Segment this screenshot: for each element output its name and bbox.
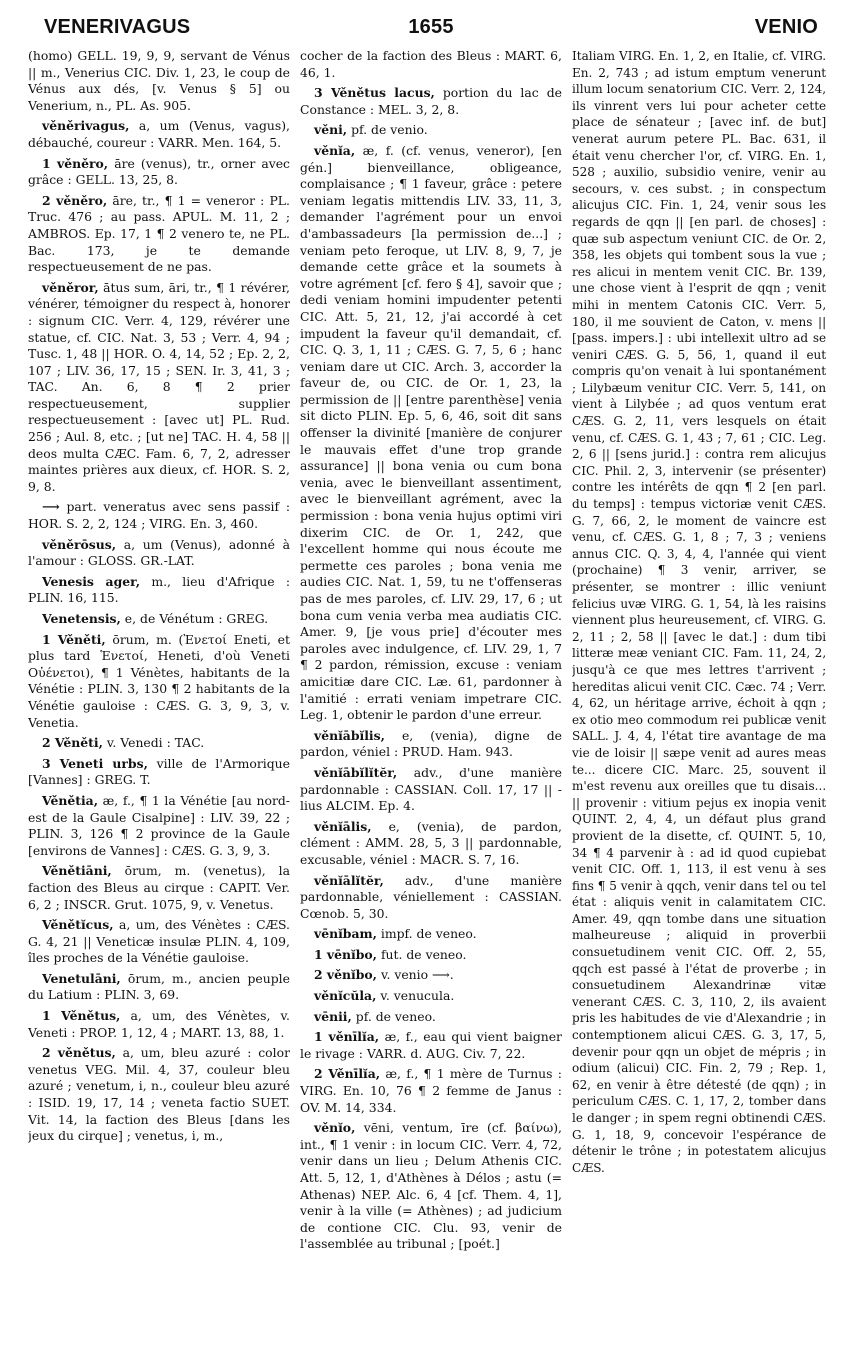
entry-text: a, um, des Vénètes, v. Veneti : PROP. 1, 12, 4 ; MART. 13, 88, 1. — [28, 1008, 290, 1040]
entry-text: e, de Vénétum : GREG. — [124, 611, 269, 626]
entry-headword: věnĭcŭla, — [314, 988, 377, 1004]
dictionary-entry — [28, 611, 290, 628]
dictionary-entry — [28, 971, 290, 1004]
dictionary-entry — [28, 1008, 290, 1041]
entry-headword: 2 věnětus, — [42, 1045, 116, 1061]
entry-text: a, um (Venus), adonné à l'amour : GLOSS. GR.-LAT. — [28, 536, 290, 569]
header-first-word: VENERIVAGUS — [44, 16, 191, 38]
entry-headword: 2 věněro, — [42, 192, 108, 208]
entry-text: adv., d'une manière pardonnable, véniellement : CASSIAN. Cœnob. 5, 30. — [300, 872, 562, 921]
entry-headword: věnĭa, — [314, 142, 356, 158]
entry-text: æ, f., ¶ 1 mère de Turnus : VIRG. En. 10, 76 ¶ 2 femme de Janus : OV. M. 14, 334. — [300, 1066, 562, 1115]
entry-headword: věnĭālis, — [314, 818, 372, 834]
page-number: 1655 — [408, 16, 454, 38]
dictionary-entry — [300, 947, 562, 964]
entry-text: v. venucula. — [380, 988, 455, 1004]
entry-headword: Venesis ager, — [42, 573, 141, 589]
text-columns — [28, 48, 834, 1348]
entry-headword: věněrōsus, — [42, 536, 117, 552]
entry-text: v. venio ⟶. — [380, 967, 454, 983]
entry-headword: věni, — [314, 122, 348, 138]
entry-text: ātus sum, āri, tr., ¶ 1 révérer, vénérer, témoigner du respect à, honorer : signum CIC. Verr. 4, 129, révérer une statue, cf. CIC. Nat. 3, 53 ; Verr. 4, 94 ; Tusc. 1, 48 || HOR. O. 4, 14, 52 ; Ep. 2, 2, 107 ; LIV. 36, 17, 15 ; SEN. Ir. 3, 41, 3 ; TAC. An. 6, 8 ¶ 2 prier respectueusement, supplier respectueusement : [avec ut] PL. Rud. 256 ; Aul. 8, etc. ; [ut ne] TAC. H. 4, 58 || deos multa CÆC. Fam. 6, 7, 2, adresser maintes prières aux dieux, cf. HOR. S. 2, 9, 8. — [28, 279, 290, 494]
column-1 — [28, 48, 290, 1348]
entry-text: pf. de veneo. — [355, 1008, 436, 1024]
entry-headword: Venetulāni, — [42, 970, 121, 986]
dictionary-entry — [300, 988, 562, 1005]
entry-text: ōrum, m. (Ἐνετοί Eneti, et plus tard Ἑνετοί, Heneti, d'où Veneti Οὐένετοι), ¶ 1 Vénètes, habitants de la Vénétie : PLIN. 3, 130 ¶ 2 habitants de la Vénétie gauloise : CÆS. G. 3, 9, 3, v. Venetia. — [28, 631, 290, 730]
entry-headword: věněror, — [42, 279, 99, 295]
dictionary-entry — [28, 537, 290, 570]
entry-headword: 1 věnīlĭa, — [314, 1029, 380, 1045]
entry-text: (homo) GELL. 19, 9, 9, servant de Vénus || m., Venerius CIC. Div. 1, 23, le coup de Vénus aux dés, [v. Venus § 5] ou Venerium, n., PL. As. 905. — [28, 48, 290, 113]
entry-headword: věnĭālĭtĕr, — [314, 872, 384, 888]
dictionary-entry — [28, 1045, 290, 1145]
entry-text: vēni, ventum, īre (cf. βαίνω), int., ¶ 1 venir : in locum CIC. Verr. 4, 72, venir dans un lieu ; Delum Athenis CIC. Att. 5, 12, 1, d'Athènes à Délos ; astu (= Athenas) NEP. Alc. 6, 4 [cf. Them. 4, 1], venir à la ville (= Athènes) ; ad judicium de contione CIC. Clu. 93, venir de l'assemblée au tribunal ; [poét.] — [300, 1120, 562, 1252]
entry-text: m., lieu d'Afrique : PLIN. 16, 115. — [28, 573, 290, 606]
entry-headword: Věnětia, — [42, 792, 99, 808]
entry-headword: věnĭābĭlĭtĕr, — [314, 764, 398, 780]
dictionary-entry — [28, 793, 290, 859]
entry-text: portion du lac de Constance : MEL. 3, 2, 8. — [300, 85, 562, 117]
entry-headword: 3 Věnětus lacus, — [314, 85, 435, 101]
entry-text: impf. de veneo. — [380, 926, 477, 942]
entry-headword: Venetensis, — [42, 611, 121, 626]
column-2 — [300, 48, 562, 1348]
entry-headword: vēnii, — [314, 1008, 352, 1024]
entry-text: fut. de veneo. — [380, 946, 467, 962]
entry-text: a, um (Venus, vagus), débauché, coureur : VARR. Men. 164, 5. — [28, 118, 290, 150]
dictionary-entry — [28, 118, 290, 151]
dictionary-entry — [28, 632, 290, 732]
entry-text: a, um, des Vénètes : CÆS. G. 4, 21 || Veneticæ insulæ PLIN. 4, 109, îles proches de la Vénétie gauloise. — [28, 917, 290, 966]
entry-text: cocher de la faction des Bleus : MART. 6, 46, 1. — [300, 48, 562, 80]
dictionary-entry — [300, 1066, 562, 1116]
entry-headword: 2 Věněti, — [42, 735, 103, 751]
dictionary-entry — [28, 574, 290, 607]
entry-text: adv., d'une manière pardonnable : CASSIAN. Coll. 17, 17 || -lius ALCIM. Ep. 4. — [300, 764, 562, 814]
entry-text: ōrum, m. (venetus), la faction des Bleus au cirque : CAPIT. Ver. 6, 2 ; INSCR. Grut. 1075, 9, v. Venetus. — [28, 863, 290, 912]
entry-text: æ, f. (cf. venus, veneror), [en gén.] bienveillance, obligeance, complaisance ; ¶ 1 faveur, grâce : petere veniam legatis mittendis LIV. 33, 11, 3, demander l'agrément pour un envoi d'ambassadeurs [la permission de...] ; veniam peto feroque, ut LIV. 8, 9, 7, je demande cette grâce et la soumets à votre agrément [cf. fero § 4], savoir que ; dedi veniam homini impudenter petenti CIC. Att. 5, 21, 12, j'ai accordé à cet impudent la faveur qu'il demandait, cf. CIC. Q. 3, 1, 11 ; CÆS. G. 7, 5, 6 ; hanc veniam dare ut CIC. Arch. 3, accorder la faveur de, ou CIC. de Or. 1, 23, la permission de || [entre parenthèse] venia sit dicto PLIN. Ep. 5, 6, 46, soit dit sans offenser la divinité [manière de conjurer le mauvais effet d'une trop grande assurance] || bona venia ou cum bona venia, avec le bienveillant assentiment, avec le bienveillant agrément, avec la permission : bona venia hujus optimi viri dixerim CIC. de Or. 1, 242, que l'excellent homme qui nous écoute me permette ces paroles ; bona venia me audies CIC. Nat. 1, 59, tu ne t'offenseras pas de mes paroles, cf. LIV. 29, 17, 6 ; ut bona cum venia verba mea audiatis CIC. Amer. 9, [je vous prie] d'écouter mes paroles avec indulgence, cf. LIV. 29, 1, 7 ¶ 2 pardon, rémission, excuse : veniam amicitiæ dare CIC. Læ. 61, pardonner à l'amitié : errati veniam impetrare CIC. Leg. 1, obtenir le pardon d'une erreur. — [300, 142, 562, 723]
entry-text: v. Venedi : TAC. — [106, 735, 205, 751]
entry-text: āre (venus), tr., orner avec grâce : GELL. 13, 25, 8. — [28, 155, 290, 188]
entry-text: part. veneratus avec sens passif : HOR. S. 2, 2, 124 ; VIRG. En. 3, 460. — [28, 499, 290, 532]
dictionary-entry — [300, 1120, 562, 1253]
entry-text: pf. de venio. — [351, 122, 428, 138]
entry-headword: 1 věněro, — [42, 155, 109, 171]
dictionary-entry — [28, 156, 290, 189]
entry-headword: 3 Veneti urbs, — [42, 755, 148, 771]
entry-headword: 1 Věnětus, — [42, 1008, 121, 1024]
entry-headword: věněrivagus, — [42, 118, 130, 134]
dictionary-entry — [300, 765, 562, 815]
dictionary-entry — [300, 143, 562, 724]
entry-text: e, (venia), de pardon, clément : AMM. 28, 5, 3 || pardonnable, excusable, véniel : MACR. S. 7, 16. — [300, 818, 562, 867]
dictionary-entry — [28, 48, 290, 114]
dictionary-entry — [300, 967, 562, 984]
dictionary-entry — [300, 873, 562, 923]
entry-text: e, (venia), digne de pardon, véniel : PRUD. Ham. 943. — [300, 727, 562, 760]
entry-text: æ, f., ¶ 1 la Vénétie [au nord-est de la Gaule Cisalpine] : LIV. 39, 22 ; PLIN. 3, 126 ¶ 2 province de la Gaule [environs de Vannes] : CÆS. G. 3, 9, 3. — [28, 792, 290, 858]
header-last-word: VENIO — [754, 16, 818, 38]
dictionary-entry — [300, 728, 562, 761]
entry-headword: 2 Věnīlĭa, — [314, 1066, 381, 1082]
entry-text: Italiam VIRG. En. 1, 2, en Italie, cf. VIRG. En. 2, 743 ; ad istum emptum venerunt illum locum senatorium CIC. Verr. 2, 124, ils vinrent vers lui pour acheter cette place de sénateur ; [avec inf. de but] venerat aurum petere PL. Bac. 631, il était venu chercher l'or, cf. VIRG. En. 1, 528 ; auxilio, subsidio venire, venir au secours, v. ces subst. ; in conspectum alicujus CIC. Fin. 1, 24, venir sous les regards de qqn || [en parl. de choses] : quæ sub aspectum veniunt CIC. de Or. 2, 358, les objets qui tombent sous la vue ; res alicui in mentem venit CIC. Br. 139, une chose vient à l'esprit de qqn ; venit mihi in mentem Catonis CIC. Verr. 5, 180, il me souvient de Caton, v. mens || [pass. impers.] : ubi intellexit ultro ad se veniri CÆS. G. 5, 56, 1, quand il eut compris qu'on venait à lui spontanément ; Lilybæum venitur CIC. Verr. 5, 141, on vient à Lilybée ; ad quos ventum erat CÆS. G. 2, 11, vers lesquels on était venu, cf. CÆS. G. 1, 43 ; 7, 61 ; CIC. Leg. 2, 6 || [sens jurid.] : contra rem alicujus CIC. Phil. 2, 3, intervenir (se présenter) contre les intérêts de qqn ¶ 2 [en parl. du temps] : tempus victoriæ venit CÆS. G. 7, 66, 2, le moment de vaincre est venu, cf. CÆS. G. 1, 8 ; 7, 3 ; veniens annus CIC. Q. 3, 4, 4, l'année qui vient (prochaine) ¶ 3 venir, arriver, se présenter, se montrer : illic veniunt felicius uvæ VIRG. G. 1, 54, là les raisins viennent plus heureusement, cf. VIRG. G. 2, 11 ; 2, 58 || [avec le dat.] : dum tibi litteræ meæ veniant CIC. Fam. 11, 24, 2, jusqu'à ce que mes lettres t'arrivent ; hereditas alicui venit CIC. Cæc. 74 ; Verr. 4, 62, un héritage arrive, échoit à qqn ; ex otio meo commodum rei publicæ venit SALL. J. 4, 4, l'état tire avantage de ma vie de loisir || sæpe venit ad aures meas te... dicere CIC. Marc. 25, souvent il m'est revenu aux oreilles que tu disais... || provenir : vitium pejus ex inopia venit QUINT. 2, 4, 4, un défaut plus grand provient de la disette, cf. QUINT. 5, 10, 34 ¶ 4 parvenir à : ad id quod cupiebat venit CIC. Off. 1, 113, il est venu à ses fins ¶ 5 venir à qqch, venir dans tel ou tel état : aliquis venit in calamitatem CIC. Amer. 49, qqn tombe dans une situation malheureuse ; aliquid in proverbii consuetudinem venit CIC. Off. 2, 55, qqch est passé à l'état de proverbe ; in consuetudinem Alexandrinæ vitæ venerant CÆS. C. 3, 110, 2, ils avaient pris les habitudes de vie d'Alexandrie ; in contemptionem alicui CÆS. G. 3, 17, 5, devenir pour qqn un objet de mépris ; in odium (alicui) CIC. Fin. 2, 79 ; Rep. 1, 62, en venir à être détesté (de qqn) ; in periculum CÆS. C. 1, 17, 2, tomber dans le danger ; in spem regni obtinendi CÆS. G. 1, 18, 9, concevoir l'espérance de détenir le trône ; in potestatem alicujus CÆS. — [572, 48, 827, 1175]
entry-headword: 1 vēnĭbo, — [314, 946, 377, 962]
entry-text: ōrum, m., ancien peuple du Latium : PLIN. 3, 69. — [28, 970, 290, 1003]
dictionary-entry — [300, 819, 562, 869]
entry-text: āre, tr., ¶ 1 = veneror : PL. Truc. 476 ; au pass. APUL. M. 11, 2 ; AMBROS. Ep. 17, 1 ¶ 2 venero te, ne PL. Bac. 173, je te demande respectueusement de ne pas. — [28, 192, 290, 275]
dictionary-entry — [300, 926, 562, 943]
dictionary-entry — [300, 85, 562, 118]
entry-headword: ⟶ — [42, 499, 60, 515]
dictionary-entry — [300, 122, 562, 139]
running-head — [44, 10, 818, 44]
dictionary-entry — [28, 499, 290, 532]
dictionary-entry — [300, 1029, 562, 1062]
column-3 — [572, 48, 826, 1348]
entry-headword: vēnĭbam, — [314, 926, 377, 942]
entry-headword: věnĭo, — [314, 1120, 356, 1136]
dictionary-entry — [28, 193, 290, 276]
entry-headword: Věnětĭcus, — [42, 917, 114, 933]
entry-text: ville de l'Armorique [Vannes] : GREG. T. — [28, 755, 290, 788]
entry-text: æ, f., eau qui vient baigner le rivage : VARR. d. AUG. Civ. 7, 22. — [300, 1029, 562, 1061]
dictionary-entry — [572, 48, 826, 1176]
dictionary-entry — [28, 863, 290, 913]
entry-headword: 1 Věněti, — [42, 631, 106, 647]
dictionary-entry — [28, 280, 290, 496]
dictionary-entry — [28, 917, 290, 967]
entry-headword: věnĭābĭlis, — [314, 727, 385, 743]
entry-headword: Věnětiāni, — [42, 863, 112, 879]
dictionary-entry — [28, 735, 290, 752]
dictionary-entry — [28, 756, 290, 789]
entry-text: a, um, bleu azuré : color venetus VEG. Mil. 4, 37, couleur bleu azuré ; venetum, i, n., couleur bleu azuré : ISID. 19, 17, 14 ; veneta factio SUET. Vit. 14, la faction des Bleus [dans les jeux du cirque] ; venetus, i, m., — [28, 1045, 290, 1144]
entry-headword: 2 věnĭbo, — [314, 967, 377, 983]
dictionary-entry — [300, 48, 562, 81]
dictionary-entry — [300, 1009, 562, 1026]
